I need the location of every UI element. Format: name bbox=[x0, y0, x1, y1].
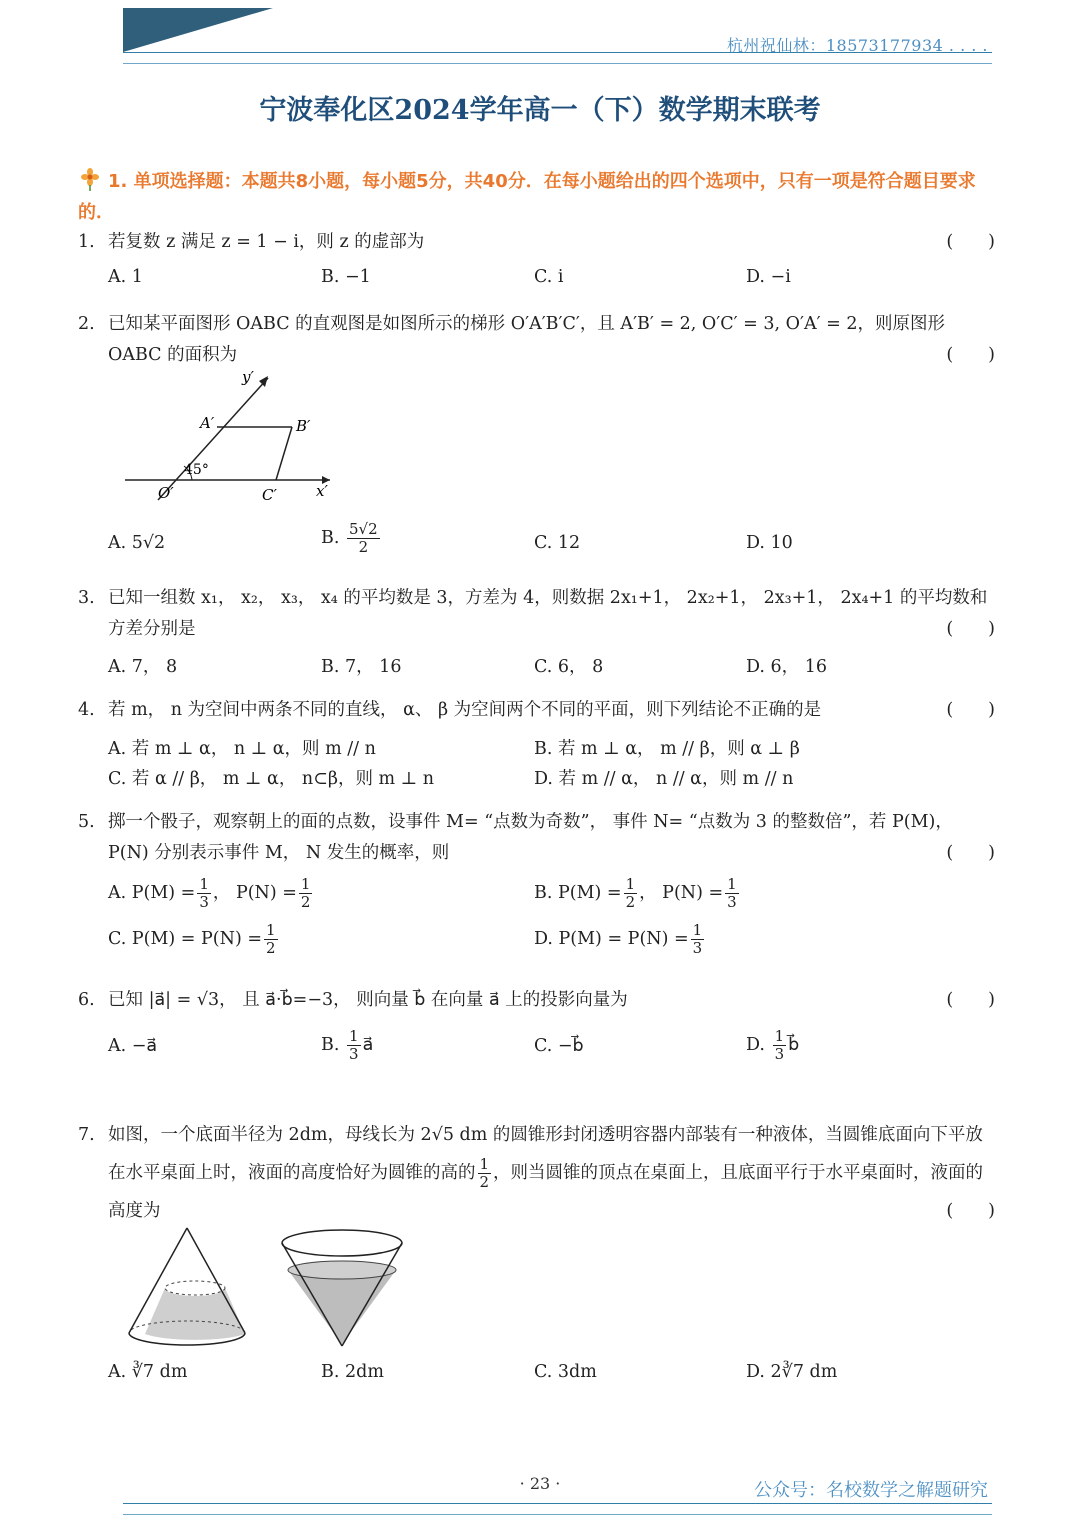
option-d: D. −i bbox=[746, 267, 791, 287]
option-b-lhs: B. P(M) = bbox=[534, 883, 622, 903]
option-b: B. −1 bbox=[321, 267, 371, 287]
footer-account: 公众号：名校数学之解题研究 bbox=[754, 1480, 988, 1501]
fraction-denominator: 3 bbox=[774, 1045, 785, 1063]
footer-rule bbox=[123, 1503, 992, 1504]
option-a: A. −a⃗ bbox=[108, 1036, 158, 1056]
answer-paren: ( ) bbox=[946, 843, 995, 863]
cone-figures bbox=[124, 1226, 414, 1352]
question-4 bbox=[78, 695, 995, 726]
label-o: O′ bbox=[158, 484, 174, 502]
option-a: A. 1 bbox=[108, 267, 143, 287]
liquid-surface bbox=[165, 1281, 225, 1295]
option-a: A. 7， 8 bbox=[108, 657, 178, 677]
liquid-surface bbox=[288, 1261, 396, 1279]
option-a-lhs: A. P(M) = bbox=[108, 883, 196, 903]
label-c: C′ bbox=[262, 486, 277, 504]
answer-paren: ( ) bbox=[946, 1201, 995, 1221]
option-b-fraction bbox=[347, 521, 380, 556]
page-number: · 23 · bbox=[519, 1474, 561, 1493]
option-a-mid: ， P(N) = bbox=[212, 883, 297, 903]
answer-paren: ( ) bbox=[946, 232, 995, 252]
option-a: A. ∛7 dm bbox=[108, 1362, 188, 1382]
fraction-numerator: 1 bbox=[266, 921, 276, 939]
fraction-numerator: 1 bbox=[349, 1027, 359, 1045]
fraction bbox=[773, 1028, 787, 1063]
question-6 bbox=[78, 985, 995, 1016]
fraction bbox=[725, 876, 739, 911]
fraction-denominator: 3 bbox=[199, 893, 209, 911]
option-d-letter: D. bbox=[746, 1035, 765, 1055]
option-b-mid: ， P(N) = bbox=[639, 883, 724, 903]
liquid-fill bbox=[145, 1288, 245, 1340]
fraction-denominator: 2 bbox=[266, 939, 276, 957]
option-d: D. 2∛7 dm bbox=[746, 1362, 838, 1382]
option-d-lhs: D. P(M) = P(N) = bbox=[534, 929, 689, 949]
question-5 bbox=[78, 807, 995, 869]
option-d: D. 6， 16 bbox=[746, 657, 827, 677]
question-7 bbox=[78, 1116, 995, 1230]
option-d: D. 10 bbox=[746, 533, 793, 553]
label-angle: 45° bbox=[184, 462, 209, 478]
fraction bbox=[478, 1156, 492, 1191]
fraction-numerator: 1 bbox=[479, 1155, 490, 1173]
fraction-denominator: 3 bbox=[349, 1045, 359, 1063]
option-d bbox=[746, 1028, 799, 1063]
question-text bbox=[108, 1116, 993, 1230]
label-y: y′ bbox=[242, 368, 254, 386]
option-c: C. i bbox=[534, 267, 564, 287]
option-c-lhs: C. P(M) = P(N) = bbox=[108, 929, 262, 949]
option-b bbox=[534, 876, 741, 911]
fraction bbox=[691, 922, 705, 957]
fraction-numerator: 1 bbox=[300, 875, 311, 893]
option-c: C. 6， 8 bbox=[534, 657, 604, 677]
option-d: D. 若 m // α， n // α，则 m // n bbox=[534, 769, 794, 789]
label-x: x′ bbox=[316, 482, 328, 500]
section-heading bbox=[78, 166, 993, 228]
option-c: C. −b⃗ bbox=[534, 1036, 584, 1056]
answer-paren: ( ) bbox=[946, 619, 995, 639]
oblique-trapezoid-figure bbox=[120, 368, 340, 508]
label-b: B′ bbox=[296, 417, 311, 435]
question-3 bbox=[78, 583, 995, 645]
fraction bbox=[347, 1028, 361, 1063]
flower-icon bbox=[78, 167, 102, 191]
fraction bbox=[264, 922, 278, 957]
fraction-numerator: 1 bbox=[692, 921, 703, 939]
segment-bc bbox=[276, 427, 292, 480]
fraction-numerator: 1 bbox=[625, 875, 636, 893]
option-a: A. 若 m ⊥ α， n ⊥ α，则 m // n bbox=[108, 739, 376, 759]
fraction-denominator: 3 bbox=[727, 893, 737, 911]
question-text: 已知 |a⃗| = √3， 且 a⃗·b⃗=−3， 则向量 b⃗ 在向量 a⃗ 上的投影向量为 bbox=[108, 990, 628, 1010]
question-number: 2. bbox=[78, 314, 95, 334]
fraction-numerator: 1 bbox=[727, 875, 737, 893]
question-number: 7. bbox=[78, 1125, 95, 1145]
question-number: 3. bbox=[78, 588, 95, 608]
question-number: 5. bbox=[78, 812, 95, 832]
question-text: 掷一个骰子，观察朝上的面的点数，设事件 M= “点数为奇数”， 事件 N= “点数为 3 的整数倍”，若 P(M)， P(N) 分别表示事件 M， N 发生的概率，则 bbox=[108, 812, 953, 863]
fraction bbox=[197, 876, 211, 911]
option-b bbox=[321, 1028, 373, 1063]
cone-top bbox=[282, 1230, 402, 1256]
fraction-numerator: 1 bbox=[774, 1027, 785, 1045]
question-number: 6. bbox=[78, 990, 95, 1010]
answer-paren: ( ) bbox=[946, 345, 995, 365]
header-rule-secondary bbox=[123, 63, 992, 64]
fraction-numerator: 1 bbox=[199, 875, 209, 893]
option-d bbox=[534, 922, 706, 957]
option-c bbox=[108, 922, 280, 957]
option-a: A. 5√2 bbox=[108, 533, 166, 553]
option-c: C. 3dm bbox=[534, 1362, 597, 1382]
footer-rule-secondary bbox=[123, 1514, 992, 1515]
option-b bbox=[321, 521, 382, 556]
option-b-letter: B. bbox=[321, 1035, 340, 1055]
option-a bbox=[108, 876, 314, 911]
option-d-vector: b⃗ bbox=[788, 1035, 800, 1055]
question-text-part1: 如图，一个底面半径为 2dm，母线长为 2√5 dm 的圆锥形封闭透明容器内部装有一种液体，当圆锥底面向下平放在水平桌面上时，液面的高度恰好为圆锥的高的 bbox=[108, 1125, 983, 1183]
upright-cone bbox=[129, 1228, 245, 1345]
label-a: A′ bbox=[200, 414, 215, 432]
option-b-letter: B. bbox=[321, 528, 340, 548]
option-b: B. 7， 16 bbox=[321, 657, 402, 677]
question-text: 已知一组数 x₁， x₂， x₃， x₄ 的平均数是 3，方差为 4，则数据 2x₁+1， 2x₂+1， 2x₃+1， 2x₄+1 的平均数和方差分别是 bbox=[108, 588, 988, 639]
question-text: 若 m， n 为空间中两条不同的直线， α、 β 为空间两个不同的平面，则下列结论不正确的是 bbox=[108, 700, 822, 720]
y-axis bbox=[158, 378, 268, 500]
fraction-denominator: 2 bbox=[479, 1173, 490, 1191]
answer-paren: ( ) bbox=[946, 990, 995, 1010]
inverted-cone bbox=[282, 1230, 402, 1346]
option-b: B. 2dm bbox=[321, 1362, 384, 1382]
question-text-part2: ，则当圆锥的顶点在桌面上，且底面平行于水平桌面时，液面的高度为 bbox=[108, 1163, 984, 1221]
header-contact: 杭州祝仙林：18573177934 . . . . bbox=[726, 36, 988, 55]
question-text: 已知某平面图形 OABC 的直观图是如图所示的梯形 O′A′B′C′，且 A′B′ = 2, O′C′ = 3, O′A′ = 2，则原图形 OABC 的面积为 bbox=[108, 314, 946, 365]
fraction-denominator: 2 bbox=[625, 893, 636, 911]
fraction bbox=[624, 876, 638, 911]
fraction bbox=[299, 876, 313, 911]
answer-paren: ( ) bbox=[946, 700, 995, 720]
question-number: 4. bbox=[78, 700, 95, 720]
fraction-denominator: 3 bbox=[692, 939, 703, 957]
fraction-denominator: 2 bbox=[300, 893, 311, 911]
option-b-vector: a⃗ bbox=[362, 1035, 374, 1055]
page-title: 宁波奉化区2024学年高一（下）数学期末联考 bbox=[259, 95, 821, 126]
fraction-denominator: 2 bbox=[358, 538, 369, 556]
y-arrow bbox=[259, 376, 268, 387]
question-1 bbox=[78, 227, 995, 258]
option-b: B. 若 m ⊥ α， m // β，则 α ⊥ β bbox=[534, 739, 800, 759]
question-2 bbox=[78, 309, 995, 371]
option-c: C. 12 bbox=[534, 533, 581, 553]
question-number: 1. bbox=[78, 232, 95, 252]
fraction-numerator: 5√2 bbox=[349, 520, 378, 538]
header-banner-shape bbox=[123, 8, 273, 52]
question-text: 若复数 z 满足 z = 1 − i，则 z 的虚部为 bbox=[108, 232, 425, 252]
option-c: C. 若 α // β， m ⊥ α， n⊂β，则 m ⊥ n bbox=[108, 769, 434, 789]
section-text: 1. 单项选择题：本题共8小题，每小题5分，共40分．在每小题给出的四个选项中，只有一项是符合题目要求的． bbox=[78, 171, 976, 223]
